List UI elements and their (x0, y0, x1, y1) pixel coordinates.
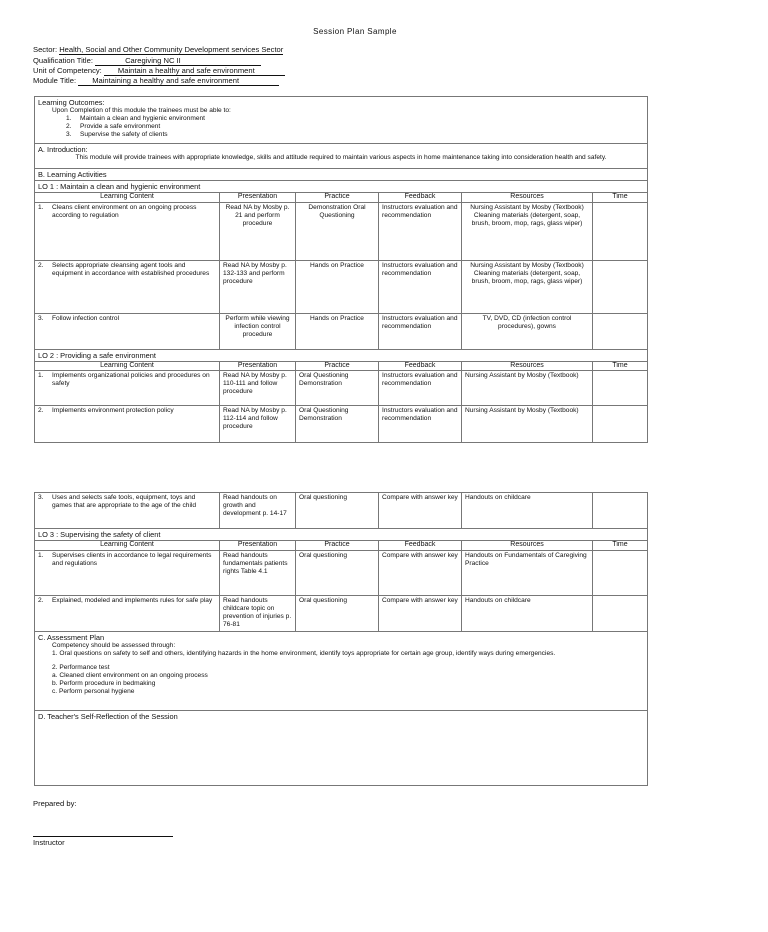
learning-content: Follow infection control (52, 314, 120, 322)
unit-label: Unit of Competency: (33, 66, 102, 75)
presentation-cell: Read NA by Mosby p. 110-111 and follow procedure (220, 371, 296, 406)
module-value: Maintaining a healthy and safe environment (78, 76, 279, 86)
learning-content: Implements organizational policies and procedures on safety (52, 372, 210, 388)
presentation-cell: Read handouts on growth and development p. 14-17 (220, 493, 296, 529)
time-cell (593, 371, 648, 406)
col-header: Practice (296, 541, 379, 551)
resources-cell: Nursing Assistant by Mosby (Textbook) Cleaning materials (detergent, soap, brush, broom, mop, rags, glass wiper) (462, 202, 593, 260)
session-table-page2 (34, 492, 648, 786)
introduction-cell (35, 144, 648, 169)
learning-content: Supervises clients in accordance to legal requirements and regulations (52, 551, 212, 567)
qualification-line (33, 57, 261, 66)
col-header: Time (593, 193, 648, 203)
outcome-item: 3. Supervise the safety of clients (66, 131, 168, 139)
learning-outcomes-heading: Learning Outcomes: (38, 98, 105, 107)
col-header: Learning Content (35, 361, 220, 371)
feedback-cell: Instructors evaluation and recommendation (379, 202, 462, 260)
feedback-cell: Compare with answer key (379, 493, 462, 529)
time-cell (593, 313, 648, 349)
table-row: 1. Cleans client environment on an ongoing process according to regulation Read NA by Mosby p. 21 and perform procedure Demonstration Oral Questioning Instructors evaluation and recommendation Nursing Assistant by Mosby (Textbook) Cleaning materials (detergent, soap, brush, broom, mop, rags, glass wiper) (35, 202, 648, 260)
practice-cell: Oral Questioning Demonstration (296, 371, 379, 406)
prepared-by-label: Prepared by: (33, 799, 77, 808)
col-header: Resources (462, 193, 593, 203)
sector-line (33, 46, 283, 55)
feedback-cell: Instructors evaluation and recommendation (379, 371, 462, 406)
lo1-heading: LO 1 : Maintain a clean and hygienic environment (35, 181, 648, 193)
unit-line (33, 67, 285, 76)
col-header: Learning Content (35, 541, 220, 551)
time-cell (593, 260, 648, 313)
introduction-text: This module will provide trainees with appropriate knowledge, skills and attitude required to maintain various aspects in home maintenance taking into consideration health and safety. (75, 154, 607, 162)
col-header: Time (593, 541, 648, 551)
resources-cell: Nursing Assistant by Mosby (Textbook) Cleaning materials (detergent, soap, brush, broom, mop, rags, glass wiper) (462, 260, 593, 313)
assessment-subitem: c. Perform personal hygiene (52, 687, 135, 695)
learning-outcomes-cell (35, 97, 648, 144)
sector-value: Health, Social and Other Community Development services Sector (59, 45, 284, 54)
self-reflection-cell (35, 710, 648, 785)
table-row: 3. Uses and selects safe tools, equipment, toys and games that are appropriate to the age of the child Read handouts on growth and development p. 14-17 Oral questioning Compare with answer key Handouts on childcare (35, 493, 648, 529)
col-header: Feedback (379, 361, 462, 371)
feedback-cell: Instructors evaluation and recommendation (379, 260, 462, 313)
resources-cell: Handouts on childcare (462, 595, 593, 631)
learning-content: Selects appropriate cleansing agent tools and equipment in accordance with established procedures (52, 261, 210, 277)
table-row: 3. Follow infection control Perform while viewing infection control procedure Hands on Practice Instructors evaluation and recommendation TV, DVD, CD (infection control procedures), gowns (35, 313, 648, 349)
sector-label: Sector: (33, 45, 58, 54)
col-header: Feedback (379, 193, 462, 203)
table-row: 1. Supervises clients in accordance to legal requirements and regulations Read handouts fundamentals patients rights Table 4.1 Oral questioning Compare with answer key Handouts on Fundamentals of Caregiving Practice (35, 550, 648, 595)
outcome-item: 1. Maintain a clean and hygienic environment (66, 115, 205, 123)
practice-cell: Oral questioning (296, 595, 379, 631)
unit-value: Maintain a healthy and safe environment (104, 66, 285, 76)
col-header: Practice (296, 193, 379, 203)
learning-content: Uses and selects safe tools, equipment, toys and games that are appropriate to the age of the child (52, 494, 197, 510)
module-label: Module Title: (33, 76, 77, 85)
practice-cell: Oral Questioning Demonstration (296, 406, 379, 443)
presentation-cell: Read NA by Mosby p. 112-114 and follow procedure (220, 406, 296, 443)
practice-cell: Oral questioning (296, 493, 379, 529)
resources-cell: Nursing Assistant by Mosby (Textbook) (462, 406, 593, 443)
lo2-heading: LO 2 : Providing a safe environment (35, 349, 648, 361)
resources-cell: Nursing Assistant by Mosby (Textbook) (462, 371, 593, 406)
presentation-cell: Read NA by Mosby p. 21 and perform procedure (220, 202, 296, 260)
time-cell (593, 595, 648, 631)
introduction-heading: A. Introduction: (38, 145, 88, 154)
feedback-cell: Instructors evaluation and recommendation (379, 406, 462, 443)
col-header: Presentation (220, 193, 296, 203)
col-header: Practice (296, 361, 379, 371)
resources-cell: Handouts on Fundamentals of Caregiving Practice (462, 550, 593, 595)
learning-content: Explained, modeled and implements rules for safe play (52, 596, 213, 604)
resources-cell: Handouts on childcare (462, 493, 593, 529)
time-cell (593, 493, 648, 529)
assessment-subitem: a. Cleaned client environment on an ongoing process (52, 671, 208, 679)
time-cell (593, 550, 648, 595)
learning-outcomes-intro: Upon Completion of this module the trainees must be able to: (52, 107, 231, 115)
table-header-row (35, 541, 648, 551)
time-cell (593, 406, 648, 443)
table-row: 2. Explained, modeled and implements rules for safe play Read handouts childcare topic on prevention of injuries p. 76-81 Oral questioning Compare with answer key Handouts on childcare (35, 595, 648, 631)
learning-content: Cleans client environment on an ongoing process according to regulation (52, 203, 197, 219)
presentation-cell: Perform while viewing infection control procedure (220, 313, 296, 349)
feedback-cell: Compare with answer key (379, 550, 462, 595)
assessment-item: 1. Oral questions on safety to self and others, identifying hazards in the home environment, identify toys appropriate for certain age group, identify ways during emergencies. (52, 649, 556, 657)
self-reflection-heading: D. Teacher's Self-Reflection of the Session (38, 711, 178, 721)
outcome-item: 2. Provide a safe environment (66, 123, 161, 131)
assessment-subitem: b. Perform procedure in bedmaking (52, 679, 156, 687)
table-row: 1. Implements organizational policies and procedures on safety Read NA by Mosby p. 110-111 and follow procedure Oral Questioning Demonstration Instructors evaluation and recommendation Nursing Assistant by Mosby (Textbook) (35, 371, 648, 406)
instructor-label: Instructor (33, 838, 65, 847)
assessment-item: 2. Performance test (52, 663, 110, 671)
col-header: Resources (462, 361, 593, 371)
feedback-cell: Instructors evaluation and recommendation (379, 313, 462, 349)
qualification-label: Qualification Title: (33, 56, 93, 65)
col-header: Presentation (220, 541, 296, 551)
table-header-row (35, 361, 648, 371)
col-header: Time (593, 361, 648, 371)
col-header: Presentation (220, 361, 296, 371)
qualification-value: Caregiving NC II (95, 56, 261, 66)
practice-cell: Hands on Practice (296, 313, 379, 349)
col-header: Feedback (379, 541, 462, 551)
table-row: 2. Implements environment protection policy Read NA by Mosby p. 112-114 and follow procedure Oral Questioning Demonstration Instructors evaluation and recommendation Nursing Assistant by Mosby (Textbook) (35, 406, 648, 443)
table-row: 2. Selects appropriate cleansing agent tools and equipment in accordance with established procedures Read NA by Mosby p. 132-133 and perform procedure Hands on Practice Instructors evaluation and recommendation Nursing Assistant by Mosby (Textbook) Cleaning materials (detergent, soap, brush, broom, mop, rags, glass wiper) (35, 260, 648, 313)
practice-cell: Hands on Practice (296, 260, 379, 313)
resources-cell: TV, DVD, CD (infection control procedures), gowns (462, 313, 593, 349)
learning-activities-heading: B. Learning Activities (35, 169, 648, 181)
learning-content: Implements environment protection policy (52, 407, 174, 415)
col-header: Learning Content (35, 193, 220, 203)
presentation-cell: Read NA by Mosby p. 132-133 and perform procedure (220, 260, 296, 313)
practice-cell: Demonstration Oral Questioning (296, 202, 379, 260)
assessment-heading: C. Assessment Plan (38, 632, 105, 642)
session-table-page1 (34, 96, 648, 443)
col-header: Resources (462, 541, 593, 551)
lo3-heading: LO 3 : Supervising the safety of client (35, 529, 648, 541)
page-title: Session Plan Sample (313, 27, 397, 36)
module-line (33, 77, 279, 86)
table-header-row (35, 193, 648, 203)
time-cell (593, 202, 648, 260)
practice-cell: Oral questioning (296, 550, 379, 595)
presentation-cell: Read handouts childcare topic on prevention of injuries p. 76-81 (220, 595, 296, 631)
signature-line (33, 836, 173, 837)
feedback-cell: Compare with answer key (379, 595, 462, 631)
presentation-cell: Read handouts fundamentals patients rights Table 4.1 (220, 550, 296, 595)
assessment-plan-cell (35, 631, 648, 710)
assessment-intro: Competency should be assessed through: (52, 641, 176, 649)
